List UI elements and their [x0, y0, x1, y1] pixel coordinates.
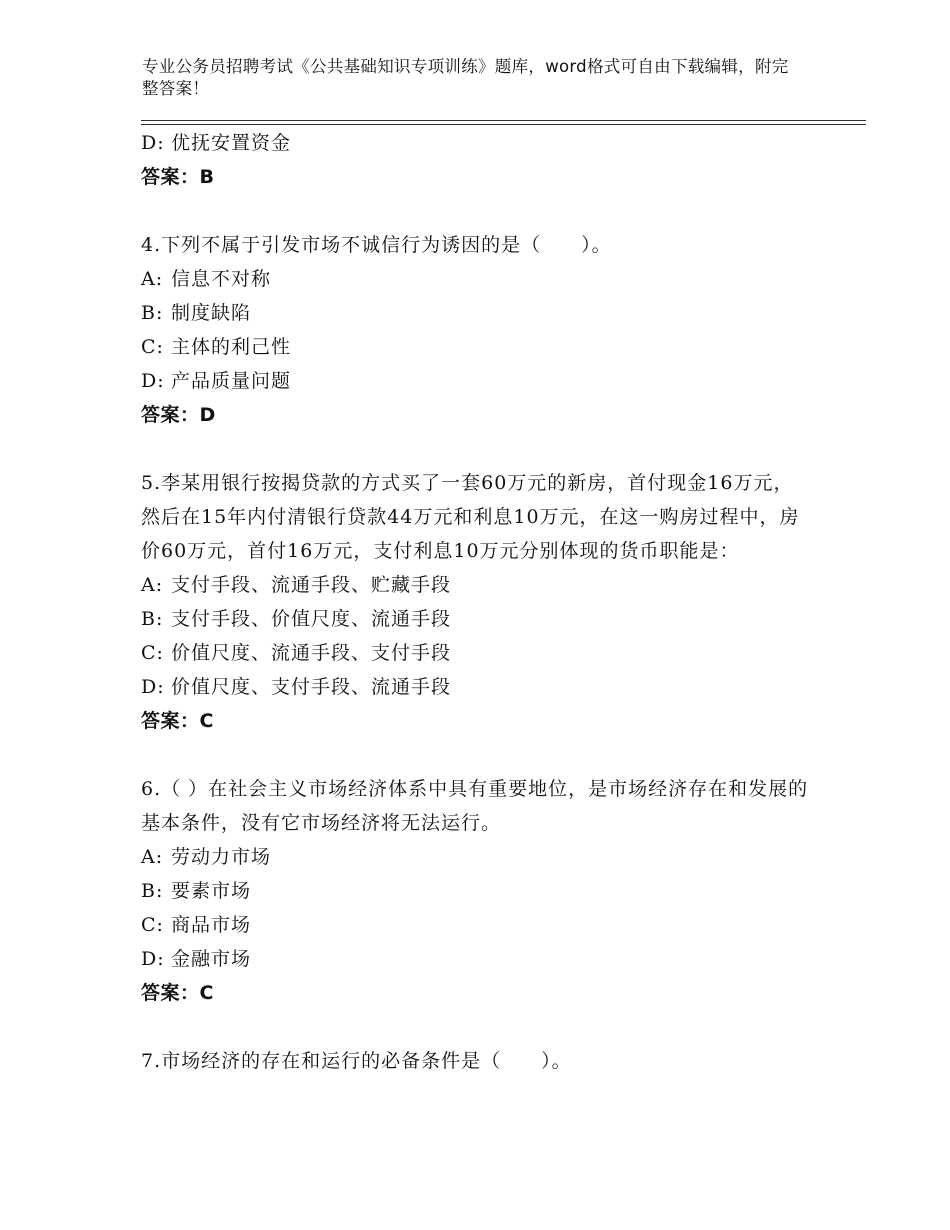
option-text: 信息不对称 — [171, 268, 272, 290]
question-stem: 6.（ ）在社会主义市场经济体系中具有重要地位，是市场经济存在和发展的基本条件，没有它市场经济将无法运行。 — [141, 778, 809, 834]
question-stem: 5.李某用银行按揭贷款的方式买了一套60万元的新房，首付现金16万元，然后在15年内付清银行贷款44万元和利息10万元，在这一购房过程中，房价60万元，首付16万元，支付利息10万元分别体现的货币职能是： — [141, 472, 800, 562]
option-text: 产品质量问题 — [171, 370, 292, 392]
question-7 — [141, 1044, 821, 1078]
option-label: D: — [141, 132, 165, 154]
option-d — [141, 126, 821, 160]
option-c — [141, 636, 821, 670]
question-list — [141, 126, 821, 1078]
option-text: 商品市场 — [171, 914, 252, 936]
option-text: 价值尺度、流通手段、支付手段 — [171, 642, 452, 664]
option-label: B: — [141, 608, 164, 630]
option-d — [141, 670, 821, 704]
option-label: C: — [141, 642, 164, 664]
option-label: A: — [141, 268, 164, 290]
option-b — [141, 874, 821, 908]
option-text: 优抚安置资金 — [171, 132, 292, 154]
option-text: 支付手段、流通手段、贮藏手段 — [171, 574, 452, 596]
option-text: 支付手段、价值尺度、流通手段 — [171, 608, 452, 630]
option-c — [141, 330, 821, 364]
answer-line: 答案：D — [141, 404, 216, 426]
question-stem: 7.市场经济的存在和运行的必备条件是（ ）。 — [141, 1050, 572, 1072]
option-label: C: — [141, 336, 164, 358]
question-fragment — [141, 126, 821, 194]
question-stem: 4.下列不属于引发市场不诚信行为诱因的是（ ）。 — [141, 234, 612, 256]
question-6 — [141, 772, 821, 1010]
option-c — [141, 908, 821, 942]
answer-line: 答案：C — [141, 710, 214, 732]
option-label: B: — [141, 880, 164, 902]
option-label: B: — [141, 302, 164, 324]
option-a — [141, 568, 821, 602]
question-4 — [141, 228, 821, 432]
option-text: 金融市场 — [171, 948, 252, 970]
option-label: D: — [141, 948, 165, 970]
option-label: D: — [141, 676, 165, 698]
question-5 — [141, 466, 821, 738]
option-text: 主体的利己性 — [171, 336, 292, 358]
option-label: C: — [141, 914, 164, 936]
page-header: 专业公务员招聘考试《公共基础知识专项训练》题库，word格式可自由下载编辑，附完整答案！ — [142, 57, 789, 98]
answer-line: 答案：B — [141, 166, 215, 188]
option-d — [141, 942, 821, 976]
header-divider-secondary — [141, 124, 866, 125]
option-text: 制度缺陷 — [171, 302, 252, 324]
option-text: 价值尺度、支付手段、流通手段 — [171, 676, 452, 698]
option-label: D: — [141, 370, 165, 392]
option-label: A: — [141, 574, 164, 596]
option-b — [141, 296, 821, 330]
answer-line: 答案：C — [141, 982, 214, 1004]
option-text: 劳动力市场 — [171, 846, 272, 868]
option-text: 要素市场 — [171, 880, 252, 902]
option-b — [141, 602, 821, 636]
option-d — [141, 364, 821, 398]
option-a — [141, 262, 821, 296]
option-label: A: — [141, 846, 164, 868]
header-divider — [141, 120, 866, 121]
option-a — [141, 840, 821, 874]
